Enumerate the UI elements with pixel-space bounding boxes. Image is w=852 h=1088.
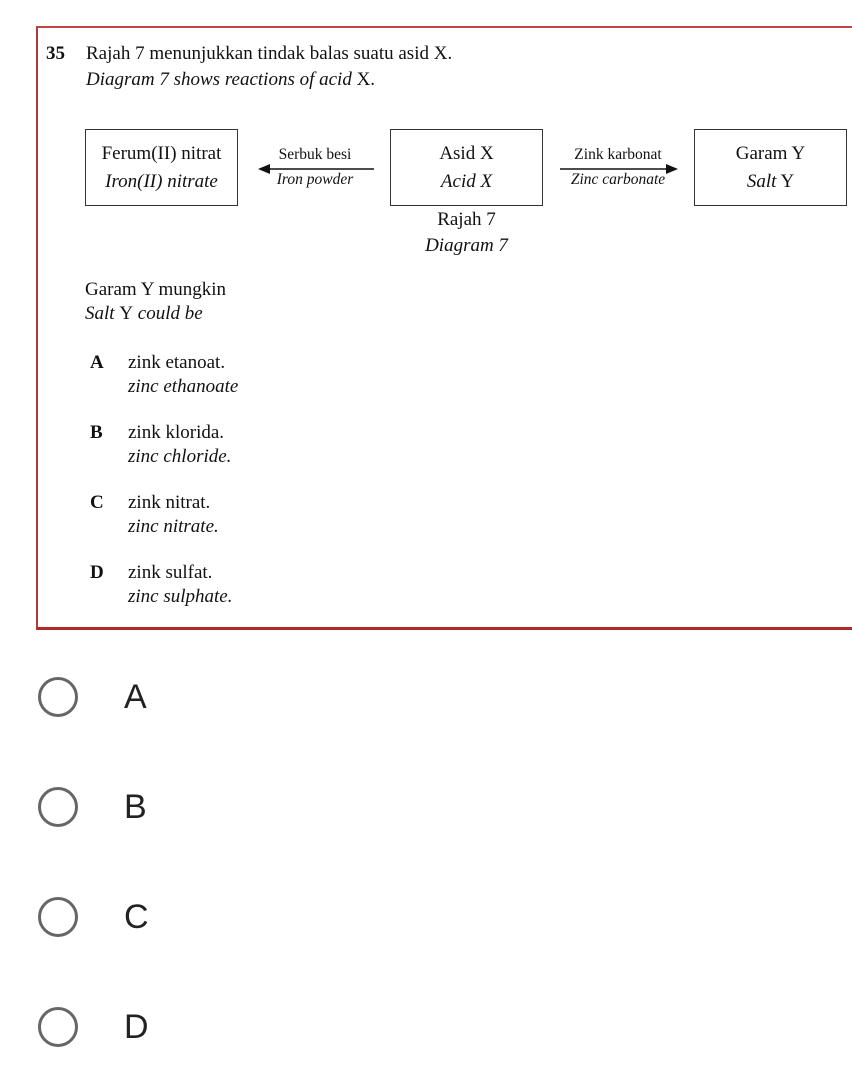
- prompt-english-symbol: Y: [119, 303, 134, 324]
- option-letter: A: [90, 352, 104, 373]
- arrow-label-zinc-carbonate-en-wrap: [556, 171, 680, 189]
- option-text-malay: zink sulfat.: [128, 562, 213, 583]
- diagram-caption-malay: Rajah 7: [437, 209, 496, 230]
- answer-choice-label[interactable]: D: [124, 1008, 149, 1046]
- option-text-english: zinc nitrate.: [128, 516, 219, 537]
- option-letter: D: [90, 562, 104, 583]
- radio-button-d[interactable]: [38, 1007, 78, 1047]
- box-salt-english: [695, 168, 846, 196]
- question-stem-malay: Rajah 7 menunjukkan tindak balas suatu asid X.: [86, 43, 453, 64]
- box-salt-english-symbol: Y: [780, 171, 795, 192]
- box-iron-nitrate-malay: Ferum(II) nitrat: [101, 143, 222, 164]
- box-acid-english: Acid X: [440, 171, 493, 192]
- question-stem-english: [86, 69, 375, 91]
- diagram-box-acid-x: [390, 129, 543, 206]
- radio-button-c[interactable]: [38, 897, 78, 937]
- option-letter: B: [90, 422, 103, 443]
- arrow-label-zinc-carbonate-english: Zinc carbonate: [570, 171, 666, 188]
- box-salt-malay: Garam Y: [735, 143, 806, 164]
- option-text-malay: zink nitrat.: [128, 492, 211, 513]
- stem-english-text: Diagram 7 shows reactions of acid: [86, 69, 352, 90]
- answer-choice-b[interactable]: [36, 779, 536, 843]
- box-iron-nitrate-english: Iron(II) nitrate: [105, 171, 218, 192]
- arrow-label-iron-powder-malay: Serbuk besi: [278, 146, 352, 163]
- answer-choice-label[interactable]: C: [124, 898, 149, 936]
- diagram-caption-english: Diagram 7: [425, 235, 508, 256]
- option-text-english: zinc ethanoate: [128, 376, 239, 397]
- box-salt-english-word: Salt: [746, 171, 777, 192]
- box-acid-malay: Asid X: [439, 143, 494, 164]
- arrow-label-iron-powder-en-wrap: [260, 171, 370, 189]
- answer-choice-a[interactable]: [36, 669, 536, 733]
- question-card: [36, 26, 852, 630]
- arrow-label-zinc-carbonate-malay: Zink karbonat: [574, 146, 662, 163]
- prompt-english-rest: could be: [137, 303, 203, 324]
- diagram-box-iron-nitrate: [85, 129, 238, 206]
- radio-button-a[interactable]: [38, 677, 78, 717]
- option-text-english: zinc chloride.: [128, 446, 232, 467]
- answer-choice-label[interactable]: A: [124, 678, 147, 716]
- diagram-box-salt-y: [694, 129, 847, 206]
- diagram-caption: [390, 207, 543, 259]
- option-text-malay: zink klorida.: [128, 422, 225, 443]
- prompt-malay: Garam Y mungkin: [85, 279, 227, 300]
- question-prompt: [85, 278, 226, 326]
- option-text-english: zinc sulphate.: [128, 586, 233, 607]
- stem-english-symbol: X.: [356, 69, 376, 90]
- answer-choice-d[interactable]: [36, 999, 536, 1063]
- answer-choice-label[interactable]: B: [124, 788, 147, 826]
- question-number: 35: [46, 43, 65, 64]
- radio-button-b[interactable]: [38, 787, 78, 827]
- arrow-label-iron-powder-english: Iron powder: [276, 171, 354, 188]
- prompt-english: [85, 302, 226, 326]
- answer-choice-c[interactable]: [36, 889, 536, 953]
- option-text-malay: zink etanoat.: [128, 352, 226, 373]
- prompt-english-salt: Salt: [85, 303, 115, 324]
- option-letter: C: [90, 492, 104, 513]
